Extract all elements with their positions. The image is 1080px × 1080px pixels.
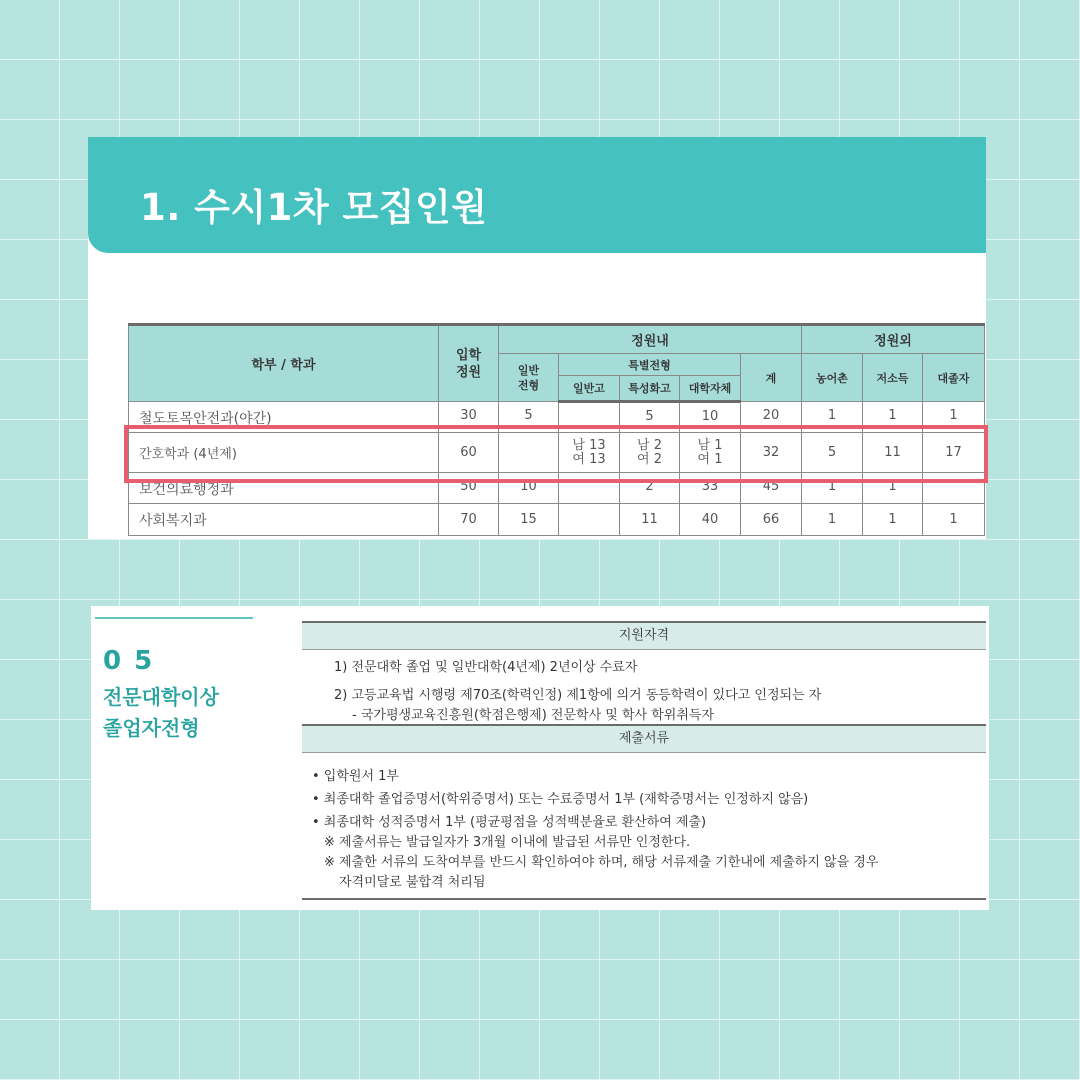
section-heading-line2: 졸업자전형 — [103, 716, 200, 740]
cell-general-hs — [559, 473, 620, 504]
cell-college-grad: 17 — [923, 433, 985, 473]
cell-total: 32 — [741, 433, 802, 473]
header-general: 일반 전형 — [499, 354, 559, 402]
cell-general-hs — [559, 433, 620, 473]
qualification-header: 지원자격 — [302, 621, 986, 650]
cell-special-hs-male: 남 2 — [637, 437, 662, 453]
cell-special-hs: 2 — [620, 473, 680, 504]
document-item: • 최종대학 졸업증명서(학위증명서) 또는 수료증명서 1부 (재학증명서는 인정하지 않음) — [312, 792, 809, 807]
header-dept: 학부 / 학과 — [129, 325, 439, 402]
header-intake: 입학 정원 — [439, 325, 499, 402]
cell-rural: 1 — [802, 473, 863, 504]
quota-table — [128, 323, 985, 536]
bottom-rule — [302, 898, 986, 900]
cell-univ-self — [680, 433, 741, 473]
table-row — [129, 504, 985, 536]
cell-special-hs-female: 여 2 — [637, 451, 662, 467]
qualification-subitem: - 국가평생교육진흥원(학점은행제) 전문학사 및 학사 학위취득자 — [352, 708, 715, 723]
cell-univ-self-female: 여 1 — [697, 451, 723, 467]
quota-card — [88, 137, 986, 539]
cell-univ-self-male: 남 1 — [697, 437, 723, 453]
cell-low-income: 11 — [863, 433, 923, 473]
document-item: • 최종대학 성적증명서 1부 (평균평점을 성적백분율로 환산하여 제출) — [312, 815, 707, 830]
cell-special-hs: 5 — [620, 402, 680, 433]
qualification-item: 1) 전문대학 졸업 및 일반대학(4년제) 2년이상 수료자 — [334, 660, 638, 675]
cell-general: 10 — [499, 473, 559, 504]
accent-rule — [95, 617, 253, 619]
documents-section — [302, 724, 986, 893]
cell-intake: 60 — [439, 433, 499, 473]
section-heading — [103, 682, 219, 744]
cell-college-grad: 1 — [923, 504, 985, 536]
header-outside-quota: 정원외 — [802, 325, 985, 354]
cell-dept: 보건의료행정과 — [129, 473, 439, 504]
cell-intake: 50 — [439, 473, 499, 504]
title-banner — [88, 137, 986, 253]
cell-low-income: 1 — [863, 504, 923, 536]
cell-intake: 30 — [439, 402, 499, 433]
cell-special-hs — [620, 433, 680, 473]
cell-college-grad — [923, 473, 985, 504]
header-college-grad: 대졸자 — [923, 354, 985, 402]
cell-general-hs-female: 여 13 — [572, 451, 606, 467]
table-row — [129, 402, 985, 433]
cell-rural: 1 — [802, 402, 863, 433]
header-low-income: 저소득 — [863, 354, 923, 402]
header-special: 특별전형 — [559, 354, 741, 376]
cell-dept: 철도토목안전과(야간) — [129, 402, 439, 433]
cell-total: 45 — [741, 473, 802, 504]
document-note: ※ 제출서류는 발급일자가 3개월 이내에 발급된 서류만 인정한다. — [324, 835, 691, 850]
document-note-cont: 자격미달로 불합격 처리됨 — [339, 875, 486, 890]
cell-rural: 1 — [802, 504, 863, 536]
table-row-nursing — [129, 433, 985, 473]
cell-intake: 70 — [439, 504, 499, 536]
cell-low-income: 1 — [863, 473, 923, 504]
section-title: 1. 수시1차 모집인원 — [140, 186, 488, 229]
cell-general-hs — [559, 402, 620, 433]
qualification-section — [302, 621, 986, 726]
table-row — [129, 473, 985, 504]
header-univ-self: 대학자체 — [680, 376, 741, 402]
cell-general-hs — [559, 504, 620, 536]
cell-univ-self: 10 — [680, 402, 741, 433]
cell-univ-self: 33 — [680, 473, 741, 504]
section-number: 0 5 — [103, 646, 155, 676]
header-total: 계 — [741, 354, 802, 402]
cell-general: 5 — [499, 402, 559, 433]
cell-low-income: 1 — [863, 402, 923, 433]
cell-special-hs: 11 — [620, 504, 680, 536]
document-note: ※ 제출한 서류의 도착여부를 반드시 확인하여야 하며, 해당 서류제출 기한내에 제출하지 않을 경우 — [324, 855, 879, 870]
cell-college-grad: 1 — [923, 402, 985, 433]
cell-general-hs-male: 남 13 — [572, 437, 606, 453]
cell-univ-self: 40 — [680, 504, 741, 536]
document-item: • 입학원서 1부 — [312, 769, 399, 784]
qualification-item: 2) 고등교육법 시행령 제70조(학력인정) 제1항에 의거 동등학력이 있다고 인정되는 자 — [334, 688, 822, 703]
header-special-hs: 특성화고 — [620, 376, 680, 402]
cell-rural: 5 — [802, 433, 863, 473]
cell-total: 20 — [741, 402, 802, 433]
documents-header: 제출서류 — [302, 724, 986, 753]
cell-total: 66 — [741, 504, 802, 536]
header-inside-quota: 정원내 — [499, 325, 802, 354]
admission-type-card — [91, 606, 989, 910]
cell-dept: 사회복지과 — [129, 504, 439, 536]
cell-general: 15 — [499, 504, 559, 536]
cell-dept: 간호학과 (4년제) — [129, 433, 439, 473]
section-heading-line1: 전문대학이상 — [103, 685, 219, 709]
header-general-hs: 일반고 — [559, 376, 620, 402]
header-rural: 농어촌 — [802, 354, 863, 402]
cell-general — [499, 433, 559, 473]
